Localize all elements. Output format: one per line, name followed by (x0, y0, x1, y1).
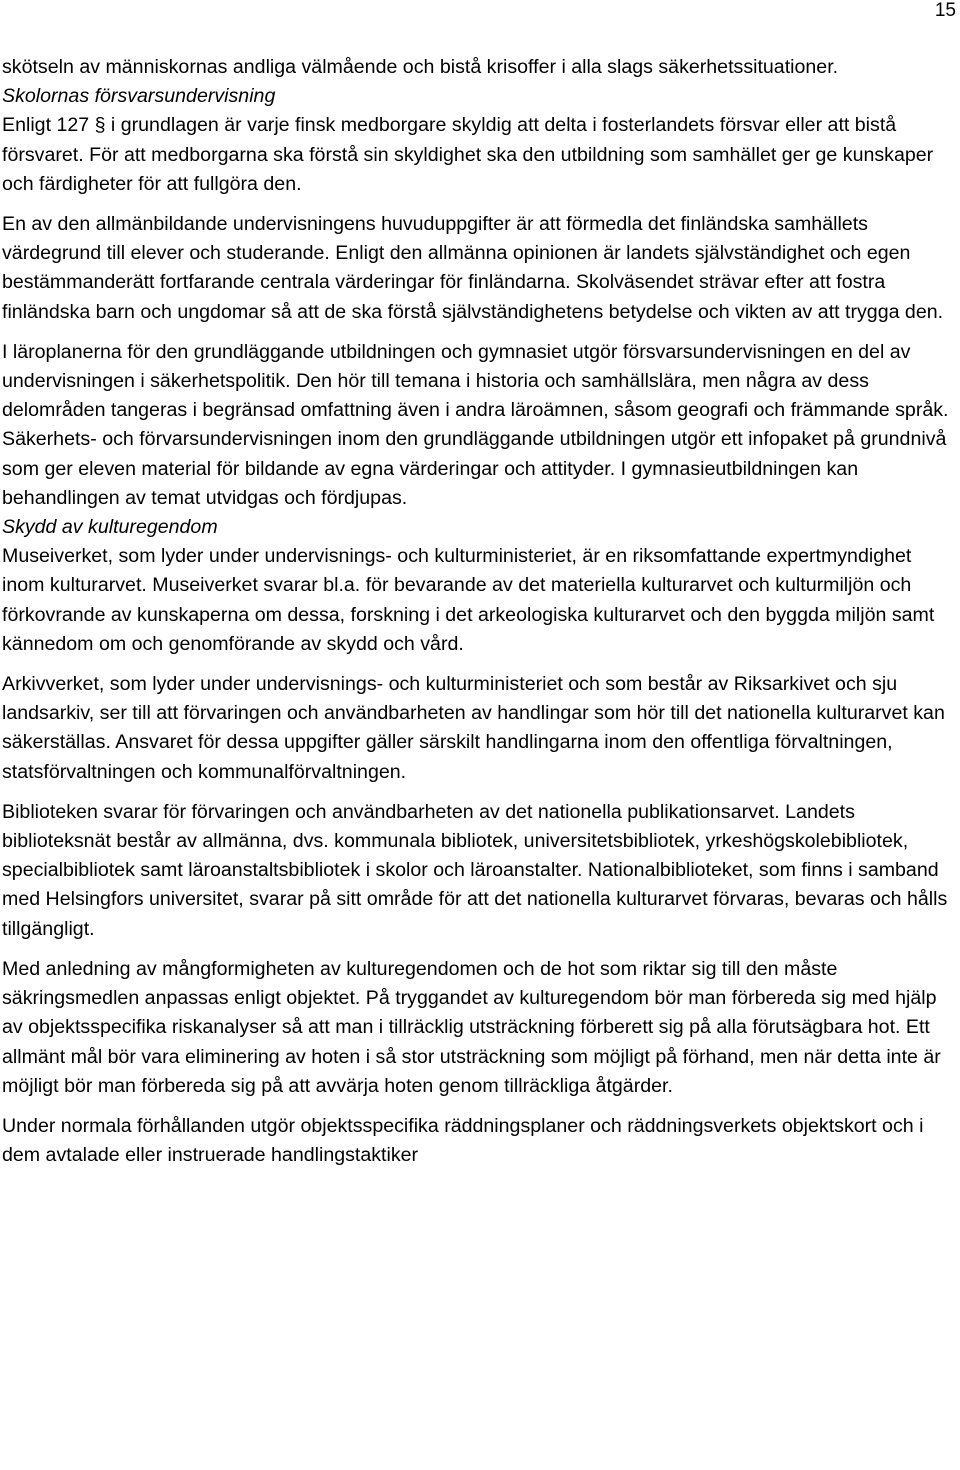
paragraph: Arkivverket, som lyder under undervisnings- och kulturministeriet och som består av Riksarkivet och sju landsarkiv, ser till att förvaringen och användbarheten av handlingar som hör till det nationella kulturarvet kan säkerställas. Ansvaret för dessa uppgifter gäller särskilt handlingarna inom den offentliga förvaltningen, statsförvaltningen och kommunalförvaltningen. (2, 673, 945, 783)
section-heading-cultural-property: Skydd av kulturegendom (2, 516, 218, 539)
paragraph: I läroplanerna för den grundläggande utbildningen och gymnasiet utgör försvarsundervisningen en del av undervisningen i säkerhetspolitik. Den hör till temana i historia och samhällslära, men några av dess delområden tangeras i begränsad omfattning även i andra läroämnen, såsom geografi och främmande språk. Säkerhets- och förvarsundervisningen inom den grundläggande utbildningen utgör ett infopaket på grundnivå som ger eleven material för bildande av egna värderingar och attityder. I gymnasieutbildningen kan behandlingen av temat utvidgas och fördjupas. (2, 340, 949, 509)
paragraph: Biblioteken svarar för förvaringen och användbarheten av det nationella publikationsarvet. Landets biblioteksnät består av allmänna, dvs. kommunala bibliotek, universitetsbibliotek, yrkeshögskolebibliotek, specialbibliotek samt läroanstaltsbibliotek i skolor och läroanstalter. Nationalbiblioteket, som finns i samband med Helsingfors universitet, svarar på sitt område för att det nationella kulturarvet förvaras, bevaras och hålls tillgängligt. (2, 800, 948, 940)
paragraph: Under normala förhållanden utgör objektsspecifika räddningsplaner och räddningsverkets objektskort och i dem avtalade eller instruerade handlingstaktiker (2, 1114, 924, 1167)
paragraph: Enligt 127 § i grundlagen är varje finsk medborgare skyldig att delta i fosterlandets försvar eller att bistå försvaret. För att medborgarna ska förstå sin skyldighet ska den utbildning som samhället ger ge kunskaper och färdigheter för att fullgöra den. (2, 114, 934, 195)
intro-continuation-paragraph: skötseln av människornas andliga välmående och bistå krisoffer i alla slags säkerhetssituationer. (2, 56, 839, 78)
paragraph: En av den allmänbildande undervisningens huvuduppgifter är att förmedla det finländska samhällets värdegrund till elever och studerande. Enligt den allmänna opinionen är landets självständighet och egen bestämmanderätt fortfarande centrala värderingar för finländarna. Skolväsendet strävar efter att fostra finländska barn och ungdomar så att de ska förstå självständighetens betydelse och vikten av att trygga den. (2, 213, 944, 323)
section-heading-school-defense: Skolornas försvarsundervisning (2, 85, 276, 108)
paragraph: Med anledning av mångformigheten av kulturegendomen och de hot som riktar sig till den måste säkringsmedlen anpassas enligt objektet. På tryggandet av kulturegendom bör man förbereda sig med hjälp av objektsspecifika riskanalyser så att man i tillräcklig utsträckning förberett sig på alla förutsägbara hot. Ett allmänt mål bör vara eliminering av hoten i så stor utsträckning som möjligt på förhand, men när detta inte är möjligt bör man förbereda sig på att avvärja hoten genom tillräckliga åtgärder. (2, 957, 941, 1097)
page-number: 15 (934, 0, 956, 21)
document-body (2, 53, 958, 1170)
paragraph: Museiverket, som lyder under undervisnings- och kulturministeriet, är en riksomfattande expertmyndighet inom kulturarvet. Museiverket svarar bl.a. för bevarande av det materiella kulturarvet och kulturmiljön och förkovrande av kunskaperna om dessa, forskning i det arkeologiska kulturarvet och den byggda miljön samt kännedom om och genomförande av skydd och vård. (2, 545, 935, 655)
